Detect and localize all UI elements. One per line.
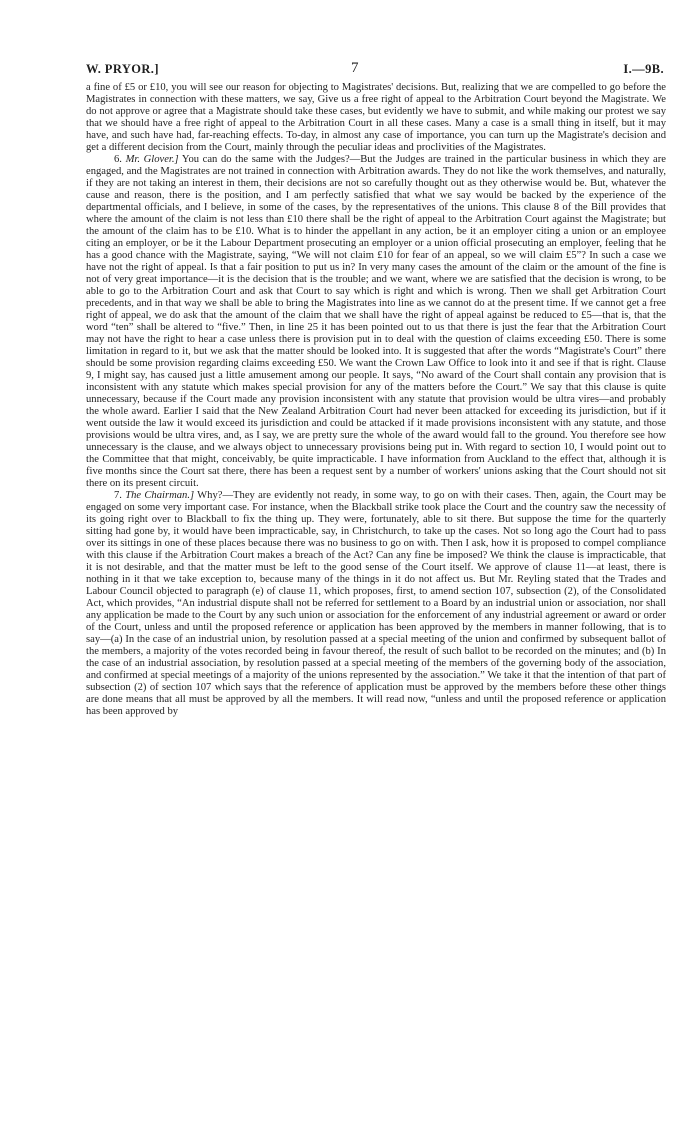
paragraph-continued bbox=[86, 82, 666, 154]
paragraph-text: Why?—They are evidently not ready, in some way, to go on with their cases. Then, again, the Court may be engaged on some very important case. For instance, when the Blackball strike took place the Court and the country saw the necessity of its going right over to Blackball to fix the thing up. They were, fortunately, able to sit there. But suppose the time for the quarterly sitting had gone by, it would have been impracticable, say, in Christchurch, to take up the cases. Not so long ago the Court had to pass over its sittings in one of these places because there was no business to go on with. Then I ask, how it is proposed to compel compliance with this clause if the Arbitration Court makes a breach of the Act? Can any fine be imposed? We think the clause is impracticable, that it is not desirable, and that the matter must be left to the good sense of the Court itself. We approve of clause 11—at least, there is nothing in it that we take exception to, because many of the things in it do not affect us. But Mr. Reyling stated that the Trades and Labour Council objected to paragraph (e) of clause 11, which proposes, first, to amend section 107, subsection (2), of the Consolidated Act, which provides, “An industrial dispute shall not be referred for settlement to a Board by an industrial union or association, nor shall any application be made to the Court by any such union or association for the enforcement of any industrial agreement or award or order of the Court, unless and until the proposed reference or application has been approved by the members in manner following, that is to say—(a) In the case of an industrial union, by resolution passed at a special meeting of the union and confirmed by subsequent ballot of the members, a majority of the votes recorded being in favour thereof, the result of such ballot to be recorded on the minutes; and (b) In the case of an industrial association, by resolution passed at a special meeting of the members of the governing body of the association, and confirmed at special meetings of a majority of the unions represented by the association.” We take it that the intention of that part of subsection (2) of section 107 which says that the reference of application must be approved by the members before these other things are done means that all must be approved by all the members. It will read now, “unless and until the proposed reference or application has been approved by bbox=[86, 490, 666, 717]
header-witness: W. PRYOR.] bbox=[86, 62, 159, 76]
question-number: 7. bbox=[114, 490, 122, 501]
page-number: 7 bbox=[351, 60, 359, 76]
paragraph-text: a fine of £5 or £10, you will see our reason for objecting to Magistrates' decisions. But, realizing that we are compelled to go before the Magistrates in connection with these matters, we say, Give us a free right of appeal to the Arbitration Court beyond the Magistrate. We do not approve or agree that a Magistrate should take these cases, but evidently we have to submit, and while making our protest we say that we should have a free right of appeal to the Arbitration Court in all these cases. Many a case is a small thing in itself, but it may have, and such have had, far-reaching effects. To-day, in almost any case of importance, you can turn up the Magistrate's decision and get a different decision from the Court, mainly through the peculiar ideas and proclivities of the Magistrates. bbox=[86, 82, 666, 153]
question-number: 6. bbox=[114, 154, 122, 165]
speaker: Mr. Glover.] bbox=[125, 154, 179, 165]
speaker: The Chairman.] bbox=[125, 490, 195, 501]
header-paper-ref: I.—9B. bbox=[623, 62, 664, 76]
paragraph-question-6 bbox=[86, 154, 666, 490]
paragraph-text: You can do the same with the Judges?—But the Judges are trained in the particular business in which they are engaged, and the Magistrates are not trained in connection with Arbitration awards. They do not like the work themselves, and naturally, if they are not taking an interest in them, their decisions are not so carefully thought out as they otherwise would be. But, whatever the cause and reason, there is the position, and I am perfectly satisfied that what we say would be backed by the experience of the departmental officials, and I believe, in some of the cases, by the representatives of the unions. This clause 8 of the Bill provides that where the amount of the claim is not less than £10 there shall be the right of appeal to the Arbitration Court against the Magistrate; but the amount of the claim has to be £10. What is to hinder the appellant in any action, be it an employer citing a union or an employee citing an employer, or be it the Labour Department prosecuting an employer or a union official prosecuting an employer, feeling that he has a good chance with the Magistrate, saying, “We will not claim £10 for fear of an appeal, so we will claim £5”? In such a case we have not the right of appeal. Is that a fair position to put us in? In very many cases the amount of the claim or the amount of the fine is not of very great importance—it is the decision that is the trouble; and we want, where we are satisfied that the decision is wrong, to be able to go to the Arbitration Court and ask that Court to say which is right and which is wrong. Then we shall get Arbitration Court precedents, and in that way we shall be able to bring the Magistrates into line as we cannot do at the present time. If we cannot get a free right of appeal, we do ask that the amount of the claim that we shall have the right of appeal against be reduced to £5—that is, that the word “ten” shall be altered to “five.” Then, in line 25 it has been pointed out to us that there is just the fear that the Arbitration Court may not have the right to hear a case unless there is provision put in to deal with the question of claims exceeding £50. There is some limitation in regard to it, but we ask that the matter should be looked into. It is suggested that after the words “Magistrate's Court” there should be some provision regarding claims exceeding £50. We want the Crown Law Office to look into it and see if that is right. Clause 9, I might say, has caused just a little amusement among our people. It says, “No award of the Court shall contain any provision that is inconsistent with any statute which makes special provision for any of the matters before the Court.” We say that this clause is quite unnecessary, because if the Court made any provision inconsistent with any statute that provision would be ultra vires—and probably the whole award. Earlier I said that the New Zealand Arbitration Court had never been attacked for exceeding its jurisdiction, but if it went outside the law it would exceed its jurisdiction and could be attacked if it made provisions inconsistent with any statute, and those provisions would be ultra vires, and, as I say, we are pretty sure the whole of the award would fall to the ground. You therefore see how unnecessary is the clause, and we always object to unnecessary provisions being put in. With regard to section 10, I would point out to the Committee that that might, conceivably, be quite impracticable. I have information from Auckland to the effect that, although it is five months since the Court sat there, there has been a request sent by a number of workers' unions asking that the Court should not sit there on its present circuit. bbox=[86, 154, 666, 489]
paragraph-question-7 bbox=[86, 490, 666, 718]
body-text bbox=[86, 82, 666, 718]
page-header bbox=[86, 62, 664, 80]
